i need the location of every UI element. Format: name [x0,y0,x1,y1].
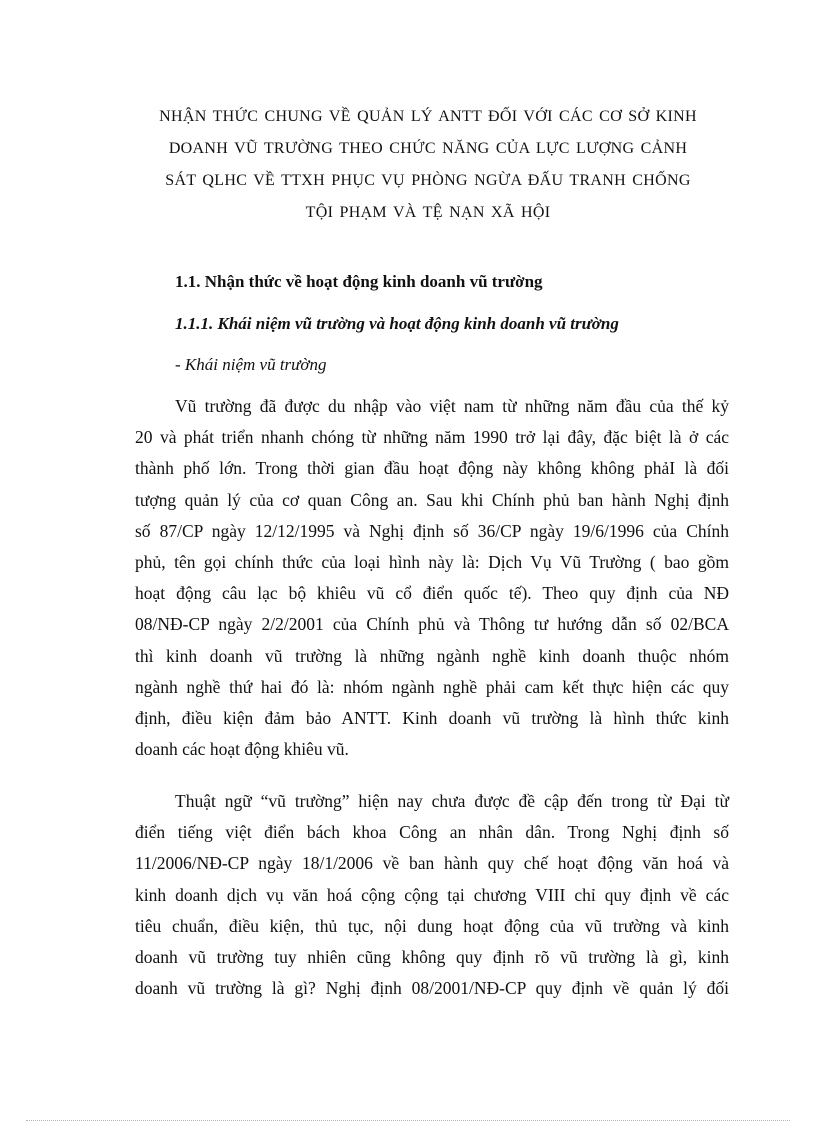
paragraph-line: 11/2006/NĐ-CP ngày 18/1/2006 về ban hành quy chế hoạt động văn hoá và [135,853,729,874]
paragraph-line: 08/NĐ-CP ngày 2/2/2001 của Chính phủ và Thông tư hướng dẫn số 02/BCA [135,614,729,635]
title-line: DOANH VŨ TRƯỜNG THEO CHỨC NĂNG CỦA LỰC LƯỢNG CẢNH [168,140,688,157]
paragraph-line: Vũ trường đã được du nhập vào việt nam từ những năm đầu của thế kỷ [175,396,729,416]
paragraph-line: định, điều kiện đảm bảo ANTT. Kinh doanh vũ trường là hình thức kinh [135,708,729,729]
paragraph-line: doanh các hoạt động khiêu vũ. [135,739,349,760]
paragraph-line: số 87/CP ngày 12/12/1995 và Nghị định số 36/CP ngày 19/6/1996 của Chính [135,520,729,541]
paragraph-line: thì kinh doanh vũ trường là những ngành nghề kinh doanh thuộc nhóm [135,645,729,666]
section-heading: 1.1. Nhận thức về hoạt động kinh doanh vũ trường [175,272,543,291]
paragraph-line: hoạt động câu lạc bộ khiêu vũ cổ điển quốc tế). Theo quy định của NĐ [135,583,729,604]
page-bottom-divider [26,1120,790,1121]
document-title [120,101,736,229]
title-line: NHẬN THỨC CHUNG VỀ QUẢN LÝ ANTT ĐỐI VỚI CÁC CƠ SỞ KINH [159,108,697,125]
paragraph-line: 20 và phát triển nhanh chóng từ những năm 1990 trở lại đây, đặc biệt là ở các [135,427,729,448]
paragraph-line: điển tiếng việt điển bách khoa Công an nhân dân. Trong Nghị định số [135,822,729,843]
paragraph-2 [135,786,729,1004]
paragraph-line: doanh vũ trường là gì? Nghị định 08/2001/NĐ-CP quy định về quản lý đối [135,978,729,999]
paragraph-line: thành phố lớn. Trong thời gian đầu hoạt động này không không phảI là đối [135,458,729,479]
paragraph-line: ngành nghề thứ hai đó là: nhóm ngành nghề phải cam kết thực hiện các quy [135,676,729,697]
subsection-heading: 1.1.1. Khái niệm vũ trường và hoạt động kinh doanh vũ trường [175,314,619,333]
paragraph-line: kinh doanh dịch vụ văn hoá cộng cộng tại chương VIII chỉ quy định về các [135,884,729,905]
paragraph-1 [135,391,729,765]
title-line: TỘI PHẠM VÀ TỆ NẠN XÃ HỘI [305,204,551,221]
paragraph-line: Thuật ngữ “vũ trường” hiện nay chưa được đề cập đến trong từ Đại từ [175,791,729,811]
concept-heading: - Khái niệm vũ trường [175,355,327,374]
title-line: SÁT QLHC VỀ TTXH PHỤC VỤ PHÒNG NGỪA ĐẤU TRANH CHỐNG [165,172,691,189]
paragraph-line: doanh vũ trường tuy nhiên cũng không quy định rõ vũ trường là gì, kinh [135,947,729,968]
paragraph-line: tượng quản lý của cơ quan Công an. Sau khi Chính phủ ban hành Nghị định [135,489,729,510]
paragraph-line: tiêu chuẩn, điều kiện, thủ tục, nội dung hoạt động của vũ trường và kinh [135,915,729,936]
paragraph-line: phủ, tên gọi chính thức của loại hình này là: Dịch Vụ Vũ Trường ( bao gồm [135,552,729,573]
